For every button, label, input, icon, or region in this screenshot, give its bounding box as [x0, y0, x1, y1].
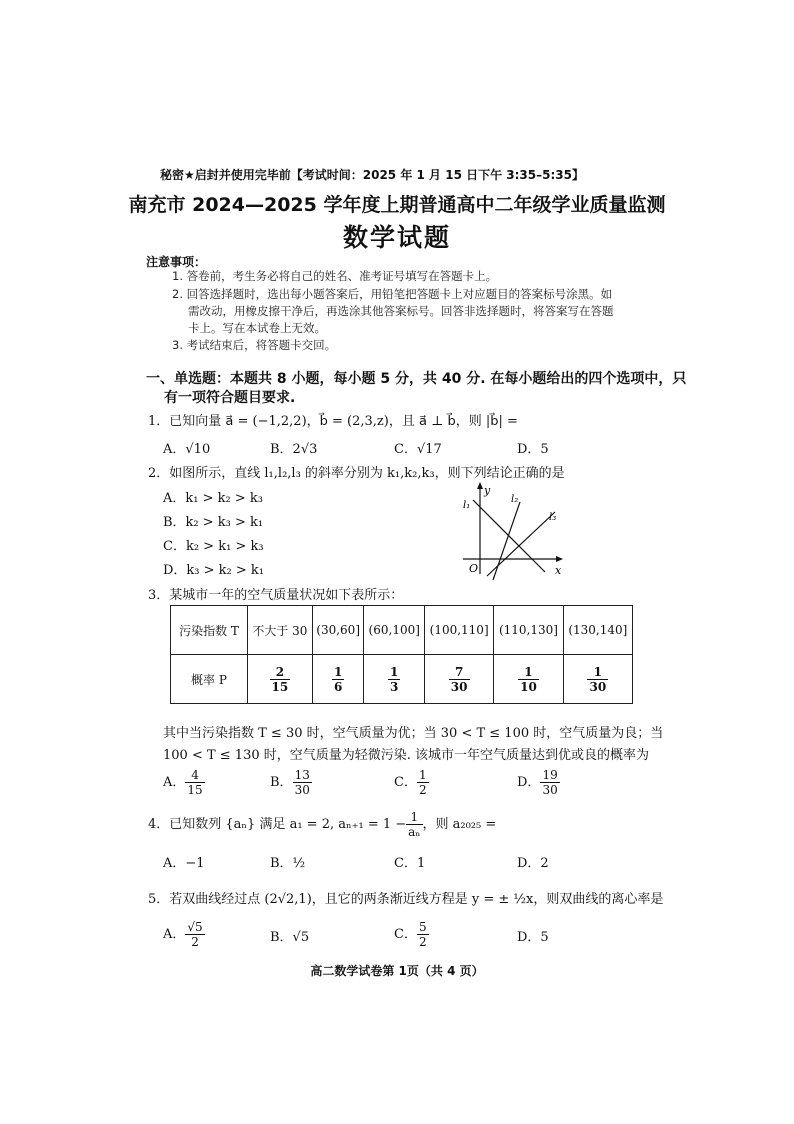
q3-option-d	[517, 768, 560, 797]
fraction-den: aₙ	[408, 825, 421, 839]
fraction-den: 30	[450, 679, 468, 694]
table-row	[171, 655, 633, 704]
table-cell	[494, 655, 563, 704]
option-label: D．	[517, 775, 541, 790]
q1-option-a: A．√10	[163, 442, 211, 457]
question-2-stem: 2．如图所示，直线 l₁,l₂,l₃ 的斜率分别为 k₁,k₂,k₃，则下列结论正确的是	[148, 466, 565, 481]
fraction	[449, 665, 470, 694]
fraction-num: 1	[406, 810, 422, 825]
q2-option-c: C．k₂ > k₁ > k₃	[163, 539, 264, 554]
fraction-den: 30	[294, 783, 310, 797]
air-quality-table	[170, 605, 633, 704]
fraction-den: 3	[390, 679, 399, 694]
fraction-num: 5	[418, 920, 427, 934]
l1-label: l₁	[463, 500, 471, 511]
section-heading-cont: 有一项符合题目要求.	[164, 390, 296, 406]
slope-lines-figure	[455, 482, 570, 582]
fraction-num: 1	[587, 665, 608, 680]
fraction-den: 15	[271, 679, 289, 694]
x-axis-label: x	[555, 564, 562, 577]
note-item-3: 3. 考试结束后，将答题卡交回。	[172, 338, 337, 352]
q1-option-b: B．2√3	[270, 442, 318, 457]
fraction	[518, 665, 539, 694]
fraction-num: 1	[390, 664, 399, 679]
table-cell: (110,130]	[494, 606, 563, 655]
fraction	[293, 768, 312, 797]
fraction-num: 13	[294, 768, 310, 782]
fraction	[332, 665, 344, 694]
q5-option-b: B．√5	[270, 930, 310, 945]
q3-option-b	[270, 768, 312, 797]
fraction	[587, 665, 608, 694]
note-item-2-cont2: 卡上。写在本试卷上无效。	[188, 321, 326, 335]
fraction-num: 19	[542, 768, 558, 782]
line-l2	[493, 502, 520, 580]
y-axis-label: y	[484, 484, 491, 497]
fraction-num: 2	[270, 665, 291, 680]
question-4-stem	[148, 810, 496, 839]
section-heading: 一、单选题：本题共 8 小题，每小题 5 分，共 40 分. 在每小题给出的四个选项中，只	[146, 371, 687, 387]
table-cell	[424, 655, 493, 704]
q5-option-a	[163, 920, 205, 949]
fraction-den: 10	[520, 679, 537, 694]
table-cell	[312, 655, 364, 704]
fraction-den: 2	[418, 935, 427, 949]
q5-option-c	[394, 920, 429, 949]
fraction-num: 1	[518, 665, 539, 680]
fraction-den: 30	[542, 783, 558, 797]
table-cell	[563, 655, 632, 704]
q4-option-a: A．−1	[163, 856, 205, 871]
q4-stem-part: ，则 a₂₀₂₅ =	[422, 817, 497, 832]
table-cell: (60,100]	[364, 606, 425, 655]
question-1-stem: 1．已知向量 a⃗ = (−1,2,2)，b⃗ = (2,3,z)，且 a⃗ ⊥ b⃗，则 |b⃗| =	[148, 414, 518, 429]
option-label: A．	[163, 775, 186, 790]
option-label: A．	[163, 927, 186, 942]
table-cell	[248, 655, 313, 704]
table-cell: (30,60]	[312, 606, 364, 655]
fraction	[388, 665, 400, 694]
l2-label: l₂	[511, 494, 519, 505]
line-l3	[487, 512, 555, 576]
question-5-stem: 5．若双曲线经过点 (2√2,1)，且它的两条渐近线方程是 y = ± ½x，则双曲线的离心率是	[148, 892, 664, 907]
q3-text-line-1: 其中当污染指数 T ≤ 30 时，空气质量为优；当 30 < T ≤ 100 时，空气质量为良；当	[163, 726, 664, 741]
q2-option-d: D．k₃ > k₂ > k₁	[163, 563, 265, 578]
fraction	[406, 810, 422, 839]
note-item-2: 2. 回答选择题时，选出每小题答案后，用铅笔把答题卡上对应题目的答案标号涂黑。如	[172, 287, 613, 301]
fraction-num: 1	[418, 768, 427, 782]
fraction	[270, 665, 291, 694]
q4-option-d: D．2	[517, 856, 549, 871]
note-item-2-cont: 需改动，用橡皮擦干净后，再选涂其他答案标号。回答非选择题时，将答案写在答题	[188, 304, 614, 318]
fraction-num: 7	[449, 665, 470, 680]
q3-text-line-2: 100 < T ≤ 130 时，空气质量为轻微污染. 该城市一年空气质量达到优或良的概率为	[163, 748, 650, 763]
option-label: C．	[394, 775, 417, 790]
exam-subtitle: 数学试题	[342, 223, 451, 252]
table-cell: 不大于 30	[248, 606, 313, 655]
fraction-num: 4	[185, 768, 204, 783]
page-footer: 高二数学试卷第 1页（共 4 页）	[310, 964, 484, 978]
y-axis-arrow	[477, 482, 483, 489]
origin-label: O	[469, 562, 479, 575]
q2-option-a: A．k₁ > k₂ > k₃	[163, 491, 263, 506]
fraction-den: 2	[418, 783, 427, 797]
fraction-num: 1	[333, 664, 343, 679]
fraction-num: √5	[187, 920, 203, 934]
note-item-1: 1. 答卷前，考生务必将自己的姓名、准考证号填写在答题卡上。	[172, 269, 498, 283]
fraction-den: 30	[589, 679, 607, 694]
table-cell: (100,110]	[424, 606, 493, 655]
x-axis-arrow	[556, 556, 563, 562]
q5-option-d: D．5	[517, 930, 549, 945]
table-row	[171, 606, 633, 655]
option-label: C．	[394, 927, 417, 942]
table-cell: (130,140]	[563, 606, 632, 655]
l3-label: l₃	[549, 512, 557, 523]
fraction	[417, 768, 429, 797]
fraction-den: 6	[333, 679, 343, 694]
question-3-stem: 3．某城市一年的空气质量状况如下表所示：	[148, 588, 404, 603]
table-header-cell: 污染指数 T	[171, 606, 248, 655]
q4-option-b: B．½	[270, 856, 306, 871]
q2-option-b: B．k₂ > k₃ > k₁	[163, 515, 264, 530]
table-header-cell: 概率 P	[171, 655, 248, 704]
q1-option-d: D．5	[517, 442, 549, 457]
confidential-header: 秘密★启封并使用完毕前【考试时间：2025 年 1 月 15 日下午 3:35–5:35】	[160, 168, 584, 182]
fraction	[540, 768, 559, 797]
fraction	[185, 768, 204, 797]
fraction	[185, 920, 204, 949]
exam-title: 南充市 2024—2025 学年度上期普通高中二年级学业质量监测	[128, 194, 666, 216]
line-l1	[473, 500, 545, 572]
q3-option-c	[394, 768, 429, 797]
q1-option-c: C．√17	[394, 442, 442, 457]
fraction-den: 2	[191, 935, 199, 949]
fraction	[417, 920, 429, 949]
q4-option-c: C．1	[394, 856, 426, 871]
fraction-den: 15	[187, 783, 203, 797]
notes-heading: 注意事项：	[146, 255, 207, 269]
q4-stem-part: 4．已知数列 {aₙ} 满足 a₁ = 2, aₙ₊₁ = 1 −	[148, 817, 407, 832]
table-cell	[364, 655, 425, 704]
q3-option-a	[163, 768, 205, 797]
option-label: B．	[270, 775, 293, 790]
